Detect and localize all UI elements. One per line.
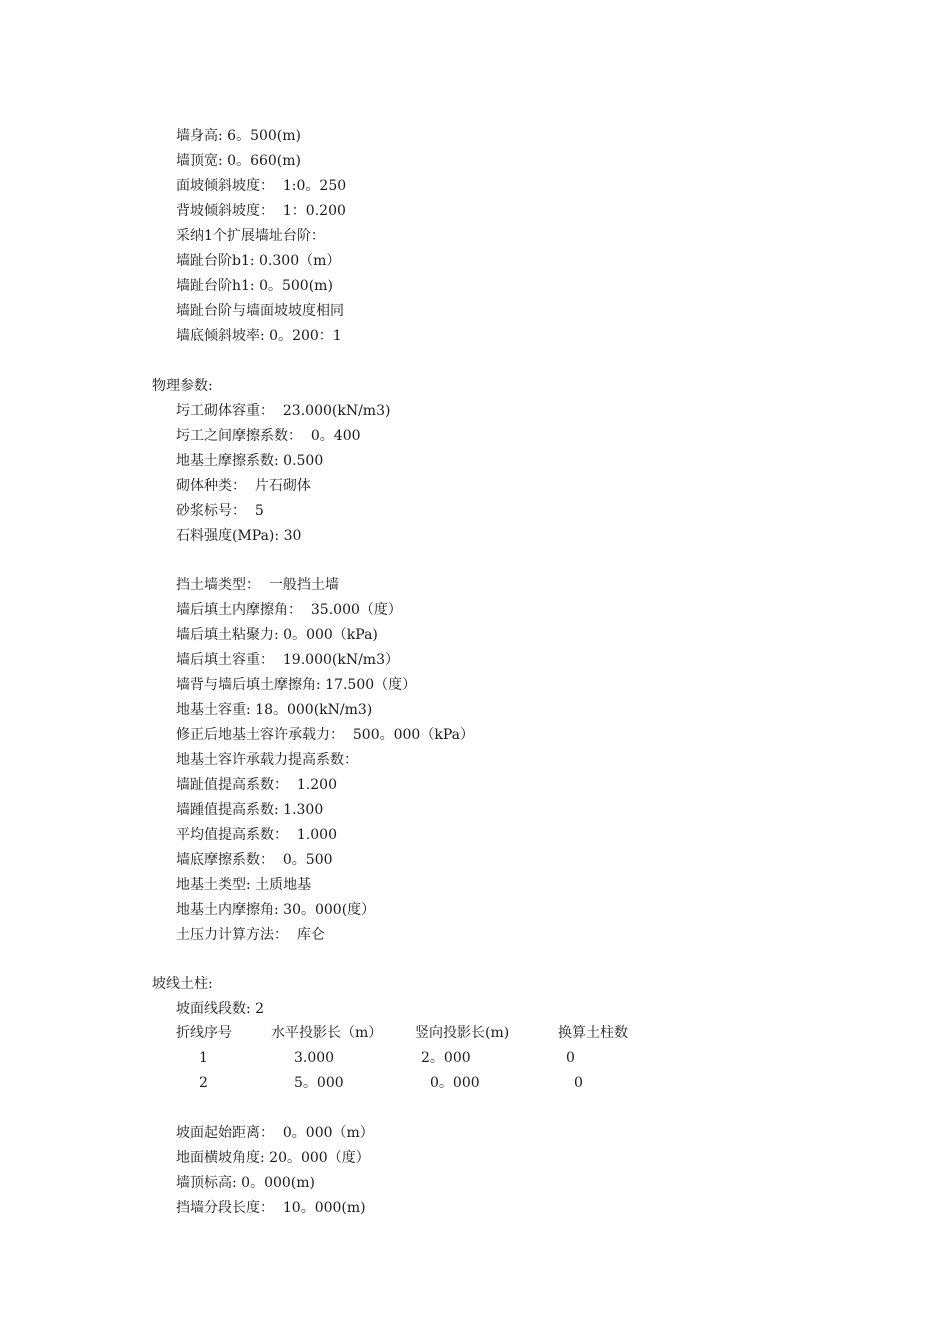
toe-step-count: 采纳1个扩展墙址台阶：	[176, 228, 325, 244]
average-increase: 平均值提高系数： 1.000	[176, 827, 337, 843]
foundation-unit-weight: 地基土容重: 18。000(kN/m3)	[176, 702, 373, 718]
backfill-friction-angle: 墙后填土内摩擦角： 35.000（度）	[176, 602, 402, 618]
physical-params-title: 物理参数:	[152, 378, 213, 394]
base-slope: 墙底倾斜坡率: 0。200：1	[176, 328, 342, 344]
toe-step-h1: 墙趾台阶h1: 0。500(m)	[176, 278, 333, 294]
bearing-increase-title: 地基土容许承载力提高系数：	[176, 752, 358, 768]
backfill-cohesion: 墙后填土粘聚力: 0。000（kPa)	[176, 627, 378, 643]
table-header: 水平投影长（m）	[271, 1025, 383, 1041]
table-cell: 2	[199, 1075, 208, 1091]
table-header: 竖向投影长(m)	[415, 1025, 510, 1041]
stone-strength: 石料强度(MPa): 30	[176, 528, 302, 544]
wall-top-width: 墙顶宽: 0。660(m)	[176, 153, 301, 169]
back-slope: 背坡倾斜坡度： 1：0.200	[176, 203, 346, 219]
toe-increase: 墙趾值提高系数： 1.200	[176, 777, 337, 793]
table-cell: 5。000	[294, 1075, 344, 1091]
table-cell: 0	[566, 1050, 575, 1066]
table-header: 折线序号	[176, 1025, 232, 1041]
retaining-wall-type: 挡土墙类型： 一般挡土墙	[176, 577, 339, 593]
ground-cross-slope: 地面横坡角度: 20。000（度）	[176, 1150, 370, 1166]
table-cell: 1	[199, 1050, 208, 1066]
masonry-type: 砌体种类： 片石砌体	[176, 478, 311, 494]
wall-backfill-friction: 墙背与墙后填土摩擦角: 17.500（度）	[176, 677, 417, 693]
table-header: 换算土柱数	[558, 1025, 628, 1041]
masonry-friction: 圬工之间摩擦系数： 0。400	[176, 428, 361, 444]
foundation-type: 地基土类型: 土质地基	[176, 877, 312, 893]
toe-step-b1: 墙趾台阶b1: 0.300（m）	[176, 253, 341, 269]
table-cell: 2。000	[421, 1050, 471, 1066]
toe-step-slope-note: 墙趾台阶与墙面坡坡度相同	[176, 303, 344, 319]
table-cell: 0。000	[430, 1075, 480, 1091]
wall-height: 墙身高: 6。500(m)	[176, 128, 301, 144]
slope-start-distance: 坡面起始距离： 0。000（m）	[176, 1125, 374, 1141]
earth-pressure-method: 土压力计算方法： 库仑	[176, 927, 325, 943]
masonry-unit-weight: 圬工砌体容重： 23.000(kN/m3)	[176, 403, 391, 419]
base-friction: 墙底摩擦系数： 0。500	[176, 852, 333, 868]
mortar-grade: 砂浆标号： 5	[176, 503, 264, 519]
table-cell: 0	[574, 1075, 583, 1091]
wall-segment-length: 挡墙分段长度： 10。000(m)	[176, 1200, 366, 1216]
foundation-friction-angle: 地基土内摩擦角: 30。000(度）	[176, 902, 376, 918]
allowable-bearing: 修正后地基土容许承载力： 500。000（kPa）	[176, 727, 474, 743]
slope-segment-count: 坡面线段数: 2	[176, 1001, 265, 1017]
face-slope: 面坡倾斜坡度： 1:0。250	[176, 178, 347, 194]
foundation-friction: 地基土摩擦系数: 0.500	[176, 453, 324, 469]
heel-increase: 墙踵值提高系数: 1.300	[176, 802, 324, 818]
slope-title: 坡线土柱:	[152, 976, 213, 992]
wall-top-elevation: 墙顶标高: 0。000(m)	[176, 1175, 315, 1191]
table-cell: 3.000	[294, 1050, 335, 1066]
backfill-unit-weight: 墙后填土容重： 19.000(kN/m3）	[176, 652, 399, 668]
